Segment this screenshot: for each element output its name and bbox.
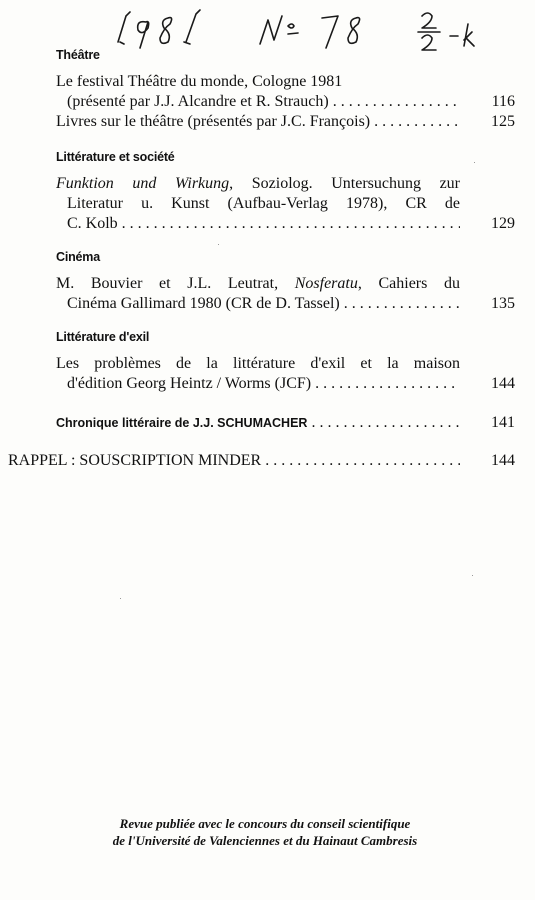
film-title: Nosferatu bbox=[294, 275, 358, 292]
toc-entry-rappel: RAPPEL : SOUSCRIPTION MINDER . . . bbox=[8, 451, 460, 471]
toc-entry-chronique: Chronique littéraire de J.J. SCHUMACHER . . . bbox=[56, 413, 460, 433]
page-number: 141 bbox=[491, 414, 515, 431]
toc-entry-funktion-line1: Funktion und Wirkung, Soziolog. Untersuchung zur bbox=[56, 175, 460, 192]
toc-entry-festival-line2: (présenté par J.J. Alcandre et R. Strauch) . . . bbox=[67, 92, 460, 112]
footer-line-1: Revue publiée avec le concours du conseil scientifique bbox=[119, 816, 411, 831]
toc-entry-nosferatu-line2: Cinéma Gallimard 1980 (CR de D. Tassel) . . . bbox=[67, 294, 460, 314]
footer-line-2: de l'Université de Valenciennes et du Hainaut Cambresis bbox=[112, 833, 418, 848]
page-number: 135 bbox=[491, 295, 515, 312]
page-number: 125 bbox=[491, 113, 515, 130]
toc-entry-nosferatu-line1: M. Bouvier et J.L. Leutrat, Nosferatu, Cahiers du bbox=[56, 275, 460, 292]
handwriting-drawing bbox=[110, 2, 510, 52]
toc-entry-exil-line1: Les problèmes de la littérature d'exil et la maison bbox=[56, 355, 460, 372]
page-number: 129 bbox=[491, 215, 515, 232]
toc-entry-funktion-line3: C. Kolb . . . bbox=[67, 214, 460, 234]
toc-entry-exil-line2: d'édition Georg Heintz / Worms (JCF) . . . bbox=[67, 374, 460, 394]
handwritten-annotation bbox=[110, 2, 510, 52]
page-number: 116 bbox=[491, 93, 515, 110]
book-title: Funktion und Wirkung bbox=[56, 175, 230, 192]
toc-entry-festival-line1: Le festival Théâtre du monde, Cologne 1981 bbox=[56, 73, 343, 90]
toc-entry-livres-theatre: Livres sur le théâtre (présentés par J.C. François) . . . bbox=[56, 112, 460, 132]
section-heading-theatre: Théâtre bbox=[56, 48, 100, 62]
page-number: 144 bbox=[491, 452, 515, 469]
toc-entry-funktion-line2: Literatur u. Kunst (Aufbau-Verlag 1978), CR de bbox=[67, 195, 460, 212]
section-heading-cinema: Cinéma bbox=[56, 250, 100, 264]
page-number: 144 bbox=[491, 375, 515, 392]
section-heading-litterature-societe: Littérature et société bbox=[56, 150, 175, 164]
section-heading-litterature-exil: Littérature d'exil bbox=[56, 330, 150, 344]
